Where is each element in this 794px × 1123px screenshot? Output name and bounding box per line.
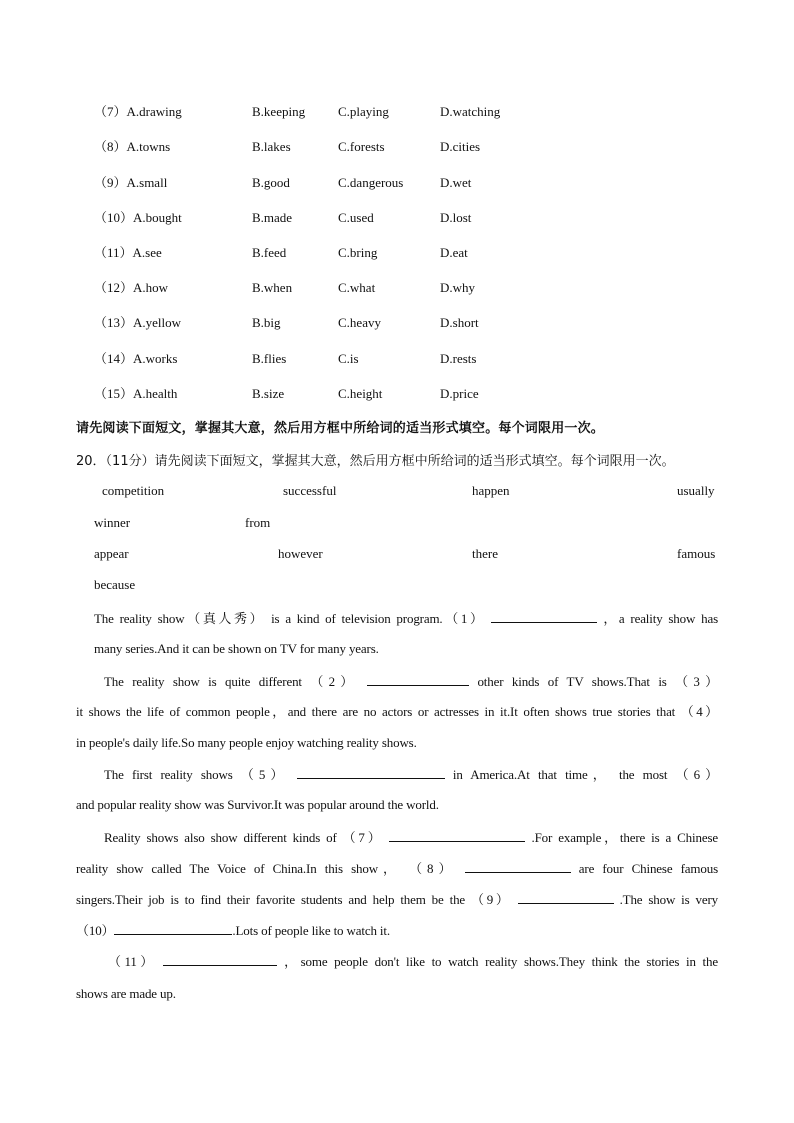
- option-b: B.size: [252, 386, 285, 401]
- passage-line: （11） ，some people don't like to watch reality shows.They think the stories in the: [108, 954, 718, 969]
- option-c: C.playing: [338, 104, 389, 119]
- option-b: B.flies: [252, 351, 287, 366]
- option-c: C.dangerous: [338, 175, 404, 190]
- passage-line: singers.Their job is to find their favorite students and help them be the （9） .The show is very: [76, 892, 719, 907]
- passage-line: reality show called The Voice of China.In this show， （8） are four Chinese famous: [76, 861, 718, 876]
- word-item: successful: [283, 483, 337, 498]
- word-item: winner: [94, 515, 131, 530]
- word-item: famous: [677, 546, 716, 561]
- option-c: C.what: [338, 280, 376, 295]
- option-b: B.keeping: [252, 104, 306, 119]
- answer-blank-5[interactable]: [297, 765, 445, 779]
- answer-blank-10[interactable]: [114, 921, 232, 935]
- option-a: （7）A.drawing: [94, 104, 182, 119]
- option-c: C.heavy: [338, 315, 381, 330]
- option-d: D.why: [440, 280, 476, 295]
- option-b: B.good: [252, 175, 290, 190]
- option-a: （13）A.yellow: [94, 315, 182, 330]
- option-c: C.forests: [338, 139, 385, 154]
- word-item: appear: [94, 546, 129, 561]
- passage-line: shows are made up.: [76, 986, 176, 1001]
- word-item: from: [245, 515, 271, 530]
- option-d: D.wet: [440, 175, 472, 190]
- word-item: however: [278, 546, 323, 561]
- word-item: usually: [677, 483, 715, 498]
- option-d: D.price: [440, 386, 479, 401]
- option-b: B.lakes: [252, 139, 291, 154]
- answer-blank-8[interactable]: [465, 859, 571, 873]
- option-a: （11）A.see: [94, 245, 162, 260]
- option-a: （15）A.health: [94, 386, 178, 401]
- option-a: （9）A.small: [94, 175, 168, 190]
- passage-line: The reality show（真人秀） is a kind of television program.（1） ，a reality show has: [94, 611, 718, 626]
- word-item: competition: [102, 483, 165, 498]
- option-b: B.big: [252, 315, 281, 330]
- option-a: （8）A.towns: [94, 139, 171, 154]
- passage-line: The first reality shows （5） in America.At that time， the most （6）: [104, 767, 718, 782]
- answer-blank-11[interactable]: [163, 952, 277, 966]
- option-d: D.eat: [440, 245, 468, 260]
- passage-line: it shows the life of common people，and there are no actors or actresses in it.It often shows true stories that （4）: [76, 704, 718, 719]
- word-item: because: [94, 577, 136, 592]
- word-item: there: [472, 546, 498, 561]
- question-title: 20．（11分）请先阅读下面短文，掌握其大意，然后用方框中所给词的适当形式填空。每个词限用一次。: [76, 454, 675, 469]
- option-d: D.rests: [440, 351, 477, 366]
- word-item: happen: [472, 483, 510, 498]
- option-c: C.height: [338, 386, 383, 401]
- option-c: C.used: [338, 210, 374, 225]
- option-b: B.made: [252, 210, 293, 225]
- option-d: D.lost: [440, 210, 472, 225]
- option-b: B.when: [252, 280, 293, 295]
- passage-line: many series.And it can be shown on TV for many years.: [94, 641, 379, 656]
- answer-blank-7[interactable]: [389, 828, 525, 842]
- option-d: D.short: [440, 315, 479, 330]
- passage-line: （10） .Lots of people like to watch it.: [76, 923, 390, 938]
- option-c: C.is: [338, 351, 359, 366]
- section-instruction: 请先阅读下面短文，掌握其大意，然后用方框中所给词的适当形式填空。每个词限用一次。: [76, 421, 605, 436]
- option-c: C.bring: [338, 245, 378, 260]
- option-d: D.watching: [440, 104, 501, 119]
- passage-line: and popular reality show was Survivor.It was popular around the world.: [76, 797, 439, 812]
- option-a: （12）A.how: [94, 280, 169, 295]
- option-b: B.feed: [252, 245, 287, 260]
- passage-line: in people's daily life.So many people enjoy watching reality shows.: [76, 735, 417, 750]
- option-d: D.cities: [440, 139, 481, 154]
- passage-line: Reality shows also show different kinds of （7） .For example，there is a Chinese: [104, 830, 718, 845]
- answer-blank-1[interactable]: [491, 609, 597, 623]
- option-a: （14）A.works: [94, 351, 178, 366]
- option-a: （10）A.bought: [94, 210, 182, 225]
- passage-line: The reality show is quite different （2） other kinds of TV shows.That is （3）: [104, 674, 718, 689]
- answer-blank-2[interactable]: [367, 672, 469, 686]
- answer-blank-9[interactable]: [518, 890, 614, 904]
